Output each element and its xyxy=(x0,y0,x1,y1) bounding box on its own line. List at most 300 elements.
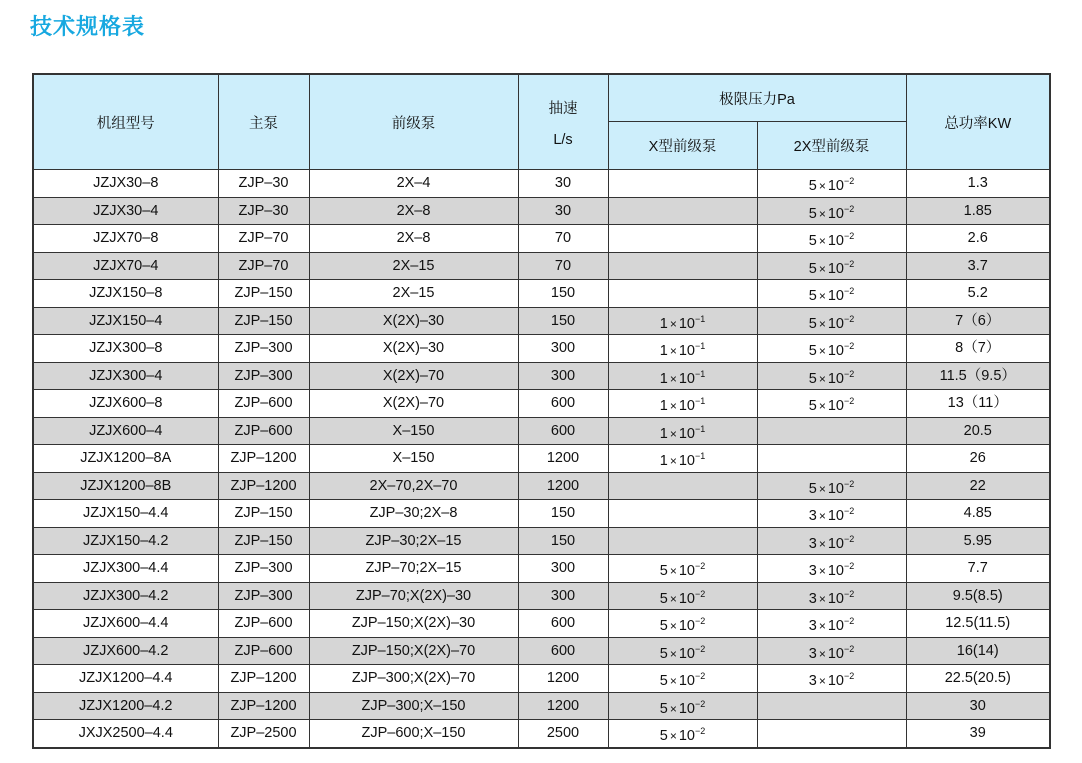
cell-2x-fore-pressure xyxy=(757,692,906,720)
cell-power: 4.85 xyxy=(906,500,1050,528)
pressure-value xyxy=(660,311,706,332)
cell-speed: 600 xyxy=(518,610,608,638)
pressure-mantissa: 5 xyxy=(659,590,668,607)
cell-fore-pump: X(2X)–30 xyxy=(309,307,518,335)
cell-fore-pump: X(2X)–30 xyxy=(309,335,518,363)
pressure-value xyxy=(809,641,855,662)
cell-x-fore-pressure xyxy=(608,582,757,610)
pressure-exponent: −2 xyxy=(843,671,855,681)
times-symbol: × xyxy=(669,426,677,441)
cell-speed: 70 xyxy=(518,225,608,253)
pressure-value xyxy=(660,586,706,607)
pressure-base: 10 xyxy=(827,480,844,497)
cell-model: JZJX1200–4.2 xyxy=(33,692,218,720)
cell-power: 22.5(20.5) xyxy=(906,665,1050,693)
pressure-mantissa: 5 xyxy=(659,728,668,744)
header-pressure-group: 极限压力Pa xyxy=(608,74,906,122)
cell-speed: 150 xyxy=(518,500,608,528)
cell-model: JZJX1200–8B xyxy=(33,472,218,500)
times-symbol: × xyxy=(818,316,826,331)
pressure-exponent: −2 xyxy=(694,726,706,736)
cell-fore-pump: ZJP–300;X–150 xyxy=(309,692,518,720)
cell-x-fore-pressure xyxy=(608,170,757,198)
pressure-value xyxy=(809,531,855,552)
pressure-base: 10 xyxy=(827,673,844,689)
times-symbol: × xyxy=(669,371,677,386)
pressure-mantissa: 5 xyxy=(808,178,817,194)
cell-2x-fore-pressure xyxy=(757,362,906,390)
cell-fore-pump: ZJP–150;X(2X)–70 xyxy=(309,637,518,665)
cell-speed: 30 xyxy=(518,197,608,225)
pressure-value xyxy=(809,173,855,194)
pressure-mantissa: 5 xyxy=(808,233,817,249)
pressure-value xyxy=(809,476,855,497)
pressure-base: 10 xyxy=(827,535,844,552)
pressure-exponent: −1 xyxy=(694,313,706,324)
cell-x-fore-pressure xyxy=(608,665,757,693)
cell-fore-pump: 2X–15 xyxy=(309,252,518,280)
cell-main-pump: ZJP–150 xyxy=(218,280,309,308)
pressure-value xyxy=(809,338,855,359)
header-fore-pump: 前级泵 xyxy=(309,74,518,170)
cell-power: 13（11） xyxy=(906,390,1050,418)
cell-model: JZJX150–8 xyxy=(33,280,218,308)
pressure-value xyxy=(660,338,706,359)
pressure-base: 10 xyxy=(827,645,844,662)
pressure-value xyxy=(660,393,706,414)
page-title: 技术规格表 xyxy=(30,15,146,40)
pressure-base: 10 xyxy=(678,370,695,387)
cell-model: JZJX300–4.2 xyxy=(33,582,218,610)
pressure-value xyxy=(660,448,706,469)
cell-x-fore-pressure xyxy=(608,417,757,445)
pressure-mantissa: 1 xyxy=(659,343,668,359)
pressure-exponent: −2 xyxy=(694,588,706,599)
cell-main-pump: ZJP–1200 xyxy=(218,445,309,473)
pressure-exponent: −2 xyxy=(843,313,855,324)
cell-2x-fore-pressure xyxy=(757,390,906,418)
cell-x-fore-pressure xyxy=(608,390,757,418)
cell-main-pump: ZJP–600 xyxy=(218,637,309,665)
table-row xyxy=(33,692,1050,720)
pressure-value xyxy=(809,668,855,689)
times-symbol: × xyxy=(669,591,677,606)
pressure-exponent: −2 xyxy=(694,616,706,626)
cell-main-pump: ZJP–1200 xyxy=(218,472,309,500)
pressure-value xyxy=(660,613,706,634)
pressure-mantissa: 5 xyxy=(808,343,817,359)
times-symbol: × xyxy=(818,674,826,688)
cell-2x-fore-pressure xyxy=(757,307,906,335)
pressure-mantissa: 1 xyxy=(659,425,668,442)
cell-speed: 1200 xyxy=(518,472,608,500)
pressure-value xyxy=(660,421,706,442)
cell-power: 9.5(8.5) xyxy=(906,582,1050,610)
cell-2x-fore-pressure xyxy=(757,555,906,583)
pressure-mantissa: 3 xyxy=(808,535,817,552)
pressure-mantissa: 3 xyxy=(808,673,817,689)
cell-speed: 600 xyxy=(518,637,608,665)
cell-main-pump: ZJP–150 xyxy=(218,307,309,335)
pressure-exponent: −2 xyxy=(843,203,855,214)
pressure-mantissa: 1 xyxy=(659,453,668,469)
cell-power: 1.85 xyxy=(906,197,1050,225)
spec-table-body xyxy=(33,170,1050,748)
cell-power: 30 xyxy=(906,692,1050,720)
pressure-mantissa: 1 xyxy=(659,370,668,387)
cell-x-fore-pressure xyxy=(608,335,757,363)
pressure-exponent: −2 xyxy=(843,341,855,351)
pressure-exponent: −1 xyxy=(694,423,706,434)
table-row xyxy=(33,637,1050,665)
pressure-exponent: −2 xyxy=(843,478,855,489)
cell-main-pump: ZJP–300 xyxy=(218,555,309,583)
cell-speed: 600 xyxy=(518,390,608,418)
times-symbol: × xyxy=(818,206,826,221)
times-symbol: × xyxy=(818,234,826,248)
cell-model: JZJX300–4.4 xyxy=(33,555,218,583)
pressure-value xyxy=(809,256,855,277)
times-symbol: × xyxy=(818,564,826,578)
cell-model: JZJX30–4 xyxy=(33,197,218,225)
pressure-value xyxy=(809,366,855,387)
cell-model: JZJX600–4.4 xyxy=(33,610,218,638)
cell-power: 22 xyxy=(906,472,1050,500)
times-symbol: × xyxy=(669,454,677,468)
cell-2x-fore-pressure xyxy=(757,170,906,198)
times-symbol: × xyxy=(818,509,826,523)
table-row xyxy=(33,665,1050,693)
pressure-mantissa: 1 xyxy=(659,315,668,332)
cell-model: JZJX150–4.2 xyxy=(33,527,218,555)
cell-model: JZJX150–4.4 xyxy=(33,500,218,528)
header-speed-label: 抽速 xyxy=(548,100,578,117)
pressure-exponent: −2 xyxy=(843,643,855,654)
cell-speed: 300 xyxy=(518,582,608,610)
times-symbol: × xyxy=(818,536,826,551)
cell-main-pump: ZJP–30 xyxy=(218,197,309,225)
times-symbol: × xyxy=(669,619,677,633)
pressure-mantissa: 5 xyxy=(659,700,668,717)
pressure-base: 10 xyxy=(827,233,844,249)
cell-speed: 1200 xyxy=(518,665,608,693)
table-row xyxy=(33,307,1050,335)
pressure-exponent: −2 xyxy=(843,561,855,571)
cell-main-pump: ZJP–70 xyxy=(218,225,309,253)
pressure-mantissa: 5 xyxy=(808,205,817,222)
pressure-base: 10 xyxy=(827,260,844,277)
pressure-exponent: −2 xyxy=(843,396,855,406)
table-row xyxy=(33,170,1050,198)
pressure-base: 10 xyxy=(678,563,695,579)
cell-x-fore-pressure xyxy=(608,500,757,528)
times-symbol: × xyxy=(818,261,826,276)
pressure-mantissa: 5 xyxy=(659,618,668,634)
cell-2x-fore-pressure xyxy=(757,335,906,363)
cell-power: 5.95 xyxy=(906,527,1050,555)
pressure-base: 10 xyxy=(678,673,695,689)
table-row xyxy=(33,445,1050,473)
cell-x-fore-pressure xyxy=(608,637,757,665)
cell-x-fore-pressure xyxy=(608,555,757,583)
pressure-mantissa: 5 xyxy=(659,645,668,662)
pressure-base: 10 xyxy=(678,343,695,359)
cell-2x-fore-pressure xyxy=(757,252,906,280)
pressure-base: 10 xyxy=(678,425,695,442)
cell-model: JZJX300–8 xyxy=(33,335,218,363)
cell-power: 20.5 xyxy=(906,417,1050,445)
cell-x-fore-pressure xyxy=(608,197,757,225)
cell-x-fore-pressure xyxy=(608,527,757,555)
cell-x-fore-pressure xyxy=(608,225,757,253)
pressure-exponent: −1 xyxy=(694,396,706,406)
pressure-exponent: −1 xyxy=(694,368,706,379)
cell-x-fore-pressure xyxy=(608,252,757,280)
cell-speed: 150 xyxy=(518,307,608,335)
cell-2x-fore-pressure xyxy=(757,527,906,555)
cell-fore-pump: ZJP–30;2X–8 xyxy=(309,500,518,528)
pressure-exponent: −2 xyxy=(694,671,706,681)
cell-main-pump: ZJP–600 xyxy=(218,417,309,445)
pressure-mantissa: 5 xyxy=(808,315,817,332)
times-symbol: × xyxy=(818,289,826,303)
cell-power: 5.2 xyxy=(906,280,1050,308)
pressure-value xyxy=(660,696,706,717)
cell-fore-pump: 2X–4 xyxy=(309,170,518,198)
cell-power: 26 xyxy=(906,445,1050,473)
cell-2x-fore-pressure xyxy=(757,280,906,308)
pressure-base: 10 xyxy=(827,508,844,524)
pressure-exponent: −2 xyxy=(843,616,855,626)
cell-2x-fore-pressure xyxy=(757,197,906,225)
pressure-exponent: −2 xyxy=(843,258,855,269)
header-model: 机组型号 xyxy=(33,74,218,170)
pressure-value xyxy=(809,503,855,524)
header-2x-fore: 2X型前级泵 xyxy=(757,122,906,170)
pressure-base: 10 xyxy=(827,590,844,607)
cell-speed: 150 xyxy=(518,527,608,555)
cell-fore-pump: 2X–70,2X–70 xyxy=(309,472,518,500)
cell-model: JZJX30–8 xyxy=(33,170,218,198)
pressure-value xyxy=(809,613,855,634)
pressure-value xyxy=(660,668,706,689)
cell-model: JXJX2500–4.4 xyxy=(33,720,218,748)
pressure-base: 10 xyxy=(678,645,695,662)
pressure-exponent: −2 xyxy=(843,588,855,599)
times-symbol: × xyxy=(818,344,826,358)
cell-fore-pump: ZJP–30;2X–15 xyxy=(309,527,518,555)
cell-model: JZJX70–8 xyxy=(33,225,218,253)
pressure-value xyxy=(809,201,855,222)
cell-main-pump: ZJP–30 xyxy=(218,170,309,198)
pressure-base: 10 xyxy=(827,178,844,194)
cell-power: 8（7） xyxy=(906,335,1050,363)
header-speed-unit: L/s xyxy=(553,131,573,148)
pressure-base: 10 xyxy=(827,563,844,579)
cell-2x-fore-pressure xyxy=(757,500,906,528)
pressure-base: 10 xyxy=(678,618,695,634)
table-row xyxy=(33,720,1050,748)
table-row xyxy=(33,362,1050,390)
table-row xyxy=(33,252,1050,280)
cell-power: 16(14) xyxy=(906,637,1050,665)
cell-fore-pump: X–150 xyxy=(309,445,518,473)
header-main-pump: 主泵 xyxy=(218,74,309,170)
pressure-value xyxy=(660,723,706,744)
cell-fore-pump: ZJP–300;X(2X)–70 xyxy=(309,665,518,693)
cell-fore-pump: 2X–8 xyxy=(309,225,518,253)
pressure-base: 10 xyxy=(678,700,695,717)
header-power: 总功率KW xyxy=(906,74,1050,170)
table-row xyxy=(33,335,1050,363)
cell-x-fore-pressure xyxy=(608,280,757,308)
pressure-base: 10 xyxy=(827,205,844,222)
cell-2x-fore-pressure xyxy=(757,472,906,500)
pressure-mantissa: 5 xyxy=(808,288,817,304)
cell-speed: 1200 xyxy=(518,445,608,473)
pressure-mantissa: 3 xyxy=(808,618,817,634)
cell-power: 1.3 xyxy=(906,170,1050,198)
cell-2x-fore-pressure xyxy=(757,417,906,445)
cell-main-pump: ZJP–150 xyxy=(218,527,309,555)
pressure-exponent: −2 xyxy=(843,231,855,241)
pressure-mantissa: 5 xyxy=(808,260,817,277)
cell-fore-pump: ZJP–150;X(2X)–30 xyxy=(309,610,518,638)
cell-power: 7（6） xyxy=(906,307,1050,335)
pressure-exponent: −2 xyxy=(843,533,855,544)
pressure-value xyxy=(809,228,855,249)
cell-x-fore-pressure xyxy=(608,692,757,720)
cell-model: JZJX600–4.2 xyxy=(33,637,218,665)
pressure-base: 10 xyxy=(827,288,844,304)
cell-speed: 300 xyxy=(518,555,608,583)
pressure-value xyxy=(660,641,706,662)
pressure-mantissa: 3 xyxy=(808,563,817,579)
pressure-base: 10 xyxy=(827,343,844,359)
pressure-base: 10 xyxy=(827,315,844,332)
cell-x-fore-pressure xyxy=(608,610,757,638)
cell-power: 7.7 xyxy=(906,555,1050,583)
pressure-exponent: −1 xyxy=(694,341,706,351)
pressure-exponent: −1 xyxy=(694,451,706,461)
cell-fore-pump: X(2X)–70 xyxy=(309,362,518,390)
cell-model: JZJX600–4 xyxy=(33,417,218,445)
times-symbol: × xyxy=(818,646,826,661)
cell-power: 11.5（9.5） xyxy=(906,362,1050,390)
cell-speed: 70 xyxy=(518,252,608,280)
cell-fore-pump: 2X–15 xyxy=(309,280,518,308)
pressure-base: 10 xyxy=(827,370,844,387)
pressure-base: 10 xyxy=(678,315,695,332)
cell-2x-fore-pressure xyxy=(757,610,906,638)
table-row xyxy=(33,390,1050,418)
times-symbol: × xyxy=(669,674,677,688)
cell-model: JZJX150–4 xyxy=(33,307,218,335)
cell-main-pump: ZJP–600 xyxy=(218,610,309,638)
pressure-mantissa: 1 xyxy=(659,398,668,414)
cell-x-fore-pressure xyxy=(608,472,757,500)
times-symbol: × xyxy=(818,399,826,413)
table-row xyxy=(33,197,1050,225)
cell-main-pump: ZJP–300 xyxy=(218,362,309,390)
cell-speed: 300 xyxy=(518,362,608,390)
pressure-exponent: −2 xyxy=(843,506,855,516)
cell-main-pump: ZJP–150 xyxy=(218,500,309,528)
cell-2x-fore-pressure xyxy=(757,720,906,748)
table-row xyxy=(33,225,1050,253)
pressure-value xyxy=(809,558,855,579)
cell-power: 12.5(11.5) xyxy=(906,610,1050,638)
cell-main-pump: ZJP–1200 xyxy=(218,665,309,693)
pressure-value xyxy=(809,311,855,332)
pressure-base: 10 xyxy=(827,398,844,414)
cell-2x-fore-pressure xyxy=(757,225,906,253)
pressure-base: 10 xyxy=(678,728,695,744)
cell-speed: 300 xyxy=(518,335,608,363)
pressure-value xyxy=(660,366,706,387)
pressure-exponent: −2 xyxy=(694,561,706,571)
pressure-mantissa: 5 xyxy=(659,563,668,579)
table-row xyxy=(33,527,1050,555)
pressure-mantissa: 5 xyxy=(808,370,817,387)
times-symbol: × xyxy=(818,371,826,386)
cell-fore-pump: ZJP–600;X–150 xyxy=(309,720,518,748)
times-symbol: × xyxy=(669,646,677,661)
pressure-value xyxy=(809,393,855,414)
cell-x-fore-pressure xyxy=(608,307,757,335)
times-symbol: × xyxy=(818,481,826,496)
cell-2x-fore-pressure xyxy=(757,665,906,693)
cell-fore-pump: 2X–8 xyxy=(309,197,518,225)
cell-2x-fore-pressure xyxy=(757,445,906,473)
cell-main-pump: ZJP–2500 xyxy=(218,720,309,748)
times-symbol: × xyxy=(669,344,677,358)
cell-2x-fore-pressure xyxy=(757,637,906,665)
pressure-mantissa: 5 xyxy=(808,480,817,497)
pressure-base: 10 xyxy=(678,453,695,469)
pressure-value xyxy=(660,558,706,579)
cell-speed: 150 xyxy=(518,280,608,308)
times-symbol: × xyxy=(669,399,677,413)
pressure-mantissa: 3 xyxy=(808,508,817,524)
cell-main-pump: ZJP–1200 xyxy=(218,692,309,720)
pressure-value xyxy=(809,586,855,607)
cell-model: JZJX70–4 xyxy=(33,252,218,280)
table-row xyxy=(33,280,1050,308)
pressure-mantissa: 3 xyxy=(808,590,817,607)
table-row xyxy=(33,582,1050,610)
cell-power: 3.7 xyxy=(906,252,1050,280)
cell-2x-fore-pressure xyxy=(757,582,906,610)
table-row xyxy=(33,500,1050,528)
times-symbol: × xyxy=(818,619,826,633)
cell-fore-pump: ZJP–70;2X–15 xyxy=(309,555,518,583)
pressure-exponent: −2 xyxy=(843,176,855,186)
table-row xyxy=(33,417,1050,445)
table-row xyxy=(33,555,1050,583)
pressure-exponent: −2 xyxy=(843,368,855,379)
cell-x-fore-pressure xyxy=(608,362,757,390)
pressure-mantissa: 5 xyxy=(659,673,668,689)
cell-speed: 30 xyxy=(518,170,608,198)
cell-x-fore-pressure xyxy=(608,445,757,473)
cell-model: JZJX300–4 xyxy=(33,362,218,390)
cell-power: 39 xyxy=(906,720,1050,748)
header-x-fore: X型前级泵 xyxy=(608,122,757,170)
cell-x-fore-pressure xyxy=(608,720,757,748)
cell-speed: 2500 xyxy=(518,720,608,748)
cell-main-pump: ZJP–300 xyxy=(218,335,309,363)
